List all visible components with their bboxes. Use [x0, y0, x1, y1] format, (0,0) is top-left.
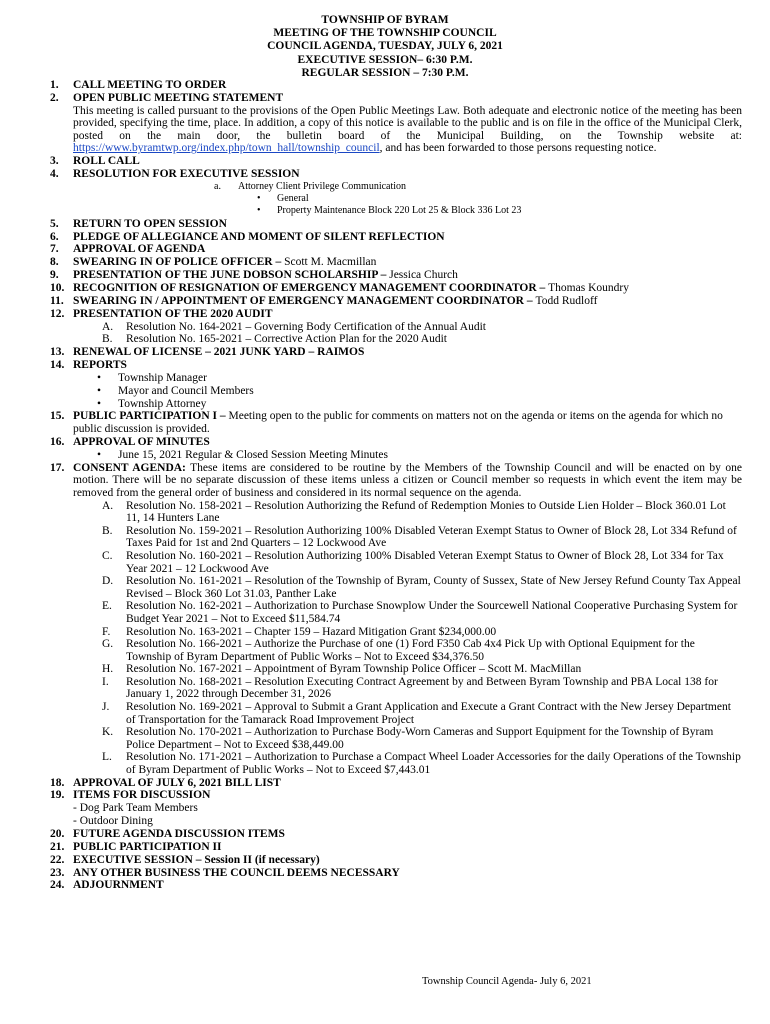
item-title: ROLL CALL [73, 155, 140, 168]
bullet-item: • General [257, 193, 742, 206]
item-title: FUTURE AGENDA DISCUSSION ITEMS [73, 828, 285, 840]
item-number: 13. [50, 346, 65, 359]
item-title: PLEDGE OF ALLEGIANCE AND MOMENT OF SILENT REFLECTION [73, 230, 445, 243]
agenda-item-8 [50, 256, 742, 269]
item-title: APPROVAL OF MINUTES [73, 436, 210, 449]
agenda-item-12 [50, 308, 742, 321]
open-meeting-statement [73, 105, 742, 155]
item-detail: Scott M. Macmillan [284, 256, 377, 269]
consent-agenda-intro [73, 462, 742, 500]
agenda-item-3 [50, 155, 742, 168]
item-title: ANY OTHER BUSINESS THE COUNCIL DEEMS NECESSARY [73, 866, 400, 879]
resolution-item [102, 638, 742, 663]
item-number: 23. [50, 866, 65, 879]
page-header [0, 14, 770, 80]
item-number: 3. [50, 155, 59, 168]
resolution-item [102, 751, 742, 776]
resolution-text: Resolution No. 166-2021 – Authorize the Purchase of one (1) Ford F350 Cab 4x4 Pick Up with Optional Equipment for the Township of Byram Department of Public Works – Not to Exceed $34,376.50 [126, 638, 695, 663]
executive-session-sub [50, 181, 742, 193]
reports-bullets [50, 372, 742, 411]
item-title: PRESENTATION OF THE 2020 AUDIT [73, 307, 273, 320]
agenda-item-17 [50, 462, 742, 500]
item-number: 16. [50, 436, 65, 449]
resolution-item [102, 525, 742, 550]
item-title: PUBLIC PARTICIPATION II [73, 840, 222, 853]
item-number: 6. [50, 230, 59, 243]
agenda-item-13 [50, 346, 742, 359]
bullet-item: • June 15, 2021 Regular & Closed Session Meeting Minutes [97, 449, 742, 462]
item-number: 1. [50, 79, 59, 91]
agenda-item-21 [50, 841, 742, 854]
agenda-item-5 [50, 218, 742, 231]
resolution-item [102, 600, 742, 625]
resolution-label: J. [102, 701, 110, 714]
item-title: ITEMS FOR DISCUSSION [73, 789, 211, 802]
item-title: SWEARING IN OF POLICE OFFICER – [73, 256, 285, 269]
item-number: 7. [50, 243, 59, 256]
discussion-item: - Dog Park Team Members [73, 802, 198, 815]
item-detail: Jessica Church [389, 269, 458, 282]
header-agenda-date: COUNCIL AGENDA, TUESDAY, JULY 6, 2021 [267, 40, 503, 53]
sub-text: Attorney Client Privilege Communication [238, 180, 407, 192]
agenda-item-10 [50, 282, 742, 295]
item-title: PRESENTATION OF THE JUNE DOBSON SCHOLARSHIP – [73, 269, 390, 282]
agenda-item-4 [50, 168, 742, 181]
resolution-text: Resolution No. 160-2021 – Resolution Authorizing 100% Disabled Veteran Exempt Status to Owner of Block 28, Lot 334 for Tax Year 2021 – 12 Lockwood Ave [126, 549, 724, 575]
resolution-label: B. [102, 333, 113, 346]
agenda-item-15 [50, 410, 742, 436]
item-number: 11. [50, 294, 64, 307]
item-number: 12. [50, 307, 65, 320]
statement-text-end: , and has been forwarded to those persons requesting notice. [379, 142, 657, 155]
item-number: 17. [50, 461, 65, 474]
statement-text: This meeting is called pursuant to the provisions of the Open Public Meetings Law. Both adequate and electronic notice of the meeting has been provided, specifying the time, place. In addition, a copy of this notice is available to the public and is on file in the office of the Municipal Clerk, posted on the main door, the bulletin board of the Municipal Building, on the Township website at: [73, 104, 742, 142]
item-title: RESOLUTION FOR EXECUTIVE SESSION [73, 167, 300, 180]
page-footer: Township Council Agenda- July 6, 2021 [422, 976, 592, 987]
item-number: 22. [50, 853, 65, 866]
item-number: 8. [50, 256, 59, 269]
resolution-item [102, 575, 742, 600]
agenda-item-1 [50, 79, 742, 92]
item-number: 10. [50, 281, 65, 294]
resolution-label: G. [102, 638, 114, 651]
resolution-text: Resolution No. 165-2021 – Corrective Action Plan for the 2020 Audit [126, 333, 448, 346]
resolution-text: Resolution No. 162-2021 – Authorization to Purchase Snowplow Under the Sourcewell National Cooperative Purchasing System for Budget Year 2021 – Not to Exceed $11,584.74 [126, 600, 738, 625]
resolution-item [102, 333, 742, 346]
item-number: 5. [50, 217, 59, 230]
item-title: CALL MEETING TO ORDER [73, 79, 227, 91]
resolution-text: Resolution No. 167-2021 – Appointment of Byram Township Police Officer – Scott M. MacMillan [126, 663, 582, 676]
resolution-item [102, 626, 742, 639]
agenda-item-14 [50, 359, 742, 372]
resolution-label: E. [102, 600, 112, 613]
item-title: SWEARING IN / APPOINTMENT OF EMERGENCY MANAGEMENT COORDINATOR – [73, 294, 536, 307]
item-title: PUBLIC PARTICIPATION I – [73, 410, 229, 423]
item-number: 19. [50, 789, 65, 802]
item-detail: Todd Rudloff [535, 294, 598, 307]
resolution-text: Resolution No. 171-2021 – Authorization to Purchase a Compact Wheel Loader Accessories for the daily Operations of the Township of Byram Department of Public Works – Not to Exceed $7,443.01 [126, 751, 741, 777]
item-detail: Thomas Koundry [548, 281, 629, 294]
resolution-text: Resolution No. 168-2021 – Resolution Executing Contract Agreement by and Between Byram Township and PBA Local 138 for January 1, 2022 through December 31, 2026 [126, 675, 718, 701]
item-number: 14. [50, 359, 65, 372]
item-number: 2. [50, 91, 59, 104]
item-title: RETURN TO OPEN SESSION [73, 217, 227, 230]
resolution-text: Resolution No. 159-2021 – Resolution Authorizing 100% Disabled Veteran Exempt Status to Owner of Block 28, Lot 334 Refund of Taxes Paid for 1st and 2nd Quarters – 12 Lockwood Ave [126, 524, 737, 550]
bullet-item: • Township Manager [97, 372, 742, 385]
resolution-item [102, 726, 742, 751]
item-title: REPORTS [73, 359, 127, 372]
item-number: 9. [50, 269, 59, 282]
agenda-item-7 [50, 243, 742, 256]
resolution-text: Resolution No. 170-2021 – Authorization to Purchase Body-Worn Cameras and Support Equipment for the Township of Byram Police Department – Not to Exceed $38,449.00 [126, 726, 714, 751]
consent-resolutions [50, 500, 742, 777]
resolution-item [102, 701, 742, 726]
resolution-text: Resolution No. 169-2021 – Approval to Submit a Grant Application and Execute a Grant Contract with the New Jersey Department of Transportation for the Tamarack Road Improvement Project [126, 701, 731, 726]
resolution-item [102, 550, 742, 575]
agenda-item-6 [50, 231, 742, 244]
item-title: RENEWAL OF LICENSE – 2021 JUNK YARD – RAIMOS [73, 346, 365, 359]
item-number: 20. [50, 828, 65, 840]
resolution-label: D. [102, 575, 114, 588]
agenda-item-11 [50, 295, 742, 308]
item-title: EXECUTIVE SESSION – Session II (if necessary) [73, 853, 320, 866]
agenda-item-9 [50, 269, 742, 282]
resolution-label: L. [102, 751, 112, 764]
bullet-item: • Township Attorney [97, 398, 742, 411]
item-title: APPROVAL OF JULY 6, 2021 BILL LIST [73, 776, 281, 789]
agenda-item-20 [50, 828, 742, 841]
resolution-label: F. [102, 625, 111, 638]
agenda-list [50, 79, 742, 892]
agenda-item-22 [50, 854, 742, 867]
agenda-item-24 [50, 879, 742, 892]
item-title: ADJOURNMENT [73, 879, 164, 892]
resolution-label: A. [102, 499, 114, 512]
item-number: 24. [50, 879, 65, 892]
resolution-label: A. [102, 320, 114, 333]
item-detail: These items are considered to be routine by the Members of the Township Council and will be enacted on by one motion. There will be no separate discussion of these items unless a citizen or Council member so requests in which event the item may be removed from the general order of business and considered in its normal sequence on the agenda. [73, 461, 742, 499]
bullet-item: • Mayor and Council Members [97, 385, 742, 398]
resolution-label: C. [102, 549, 113, 562]
resolution-label: H. [102, 663, 114, 676]
header-meeting: MEETING OF THE TOWNSHIP COUNCIL [273, 27, 497, 40]
resolution-text: Resolution No. 163-2021 – Chapter 159 – Hazard Mitigation Grant $234,000.00 [126, 625, 497, 638]
item-title: OPEN PUBLIC MEETING STATEMENT [73, 91, 284, 104]
resolution-text: Resolution No. 164-2021 – Governing Body Certification of the Annual Audit [126, 320, 486, 333]
minutes-bullets [50, 449, 742, 462]
resolution-text: Resolution No. 161-2021 – Resolution of the Township of Byram, County of Sussex, State of New Jersey Refund County Tax Appeal Revised – Block 360 Lot 31.03, Panther Lake [126, 575, 741, 600]
resolution-item [102, 663, 742, 676]
agenda-item-19 [50, 789, 742, 828]
resolution-label: I. [102, 675, 109, 688]
resolution-item [102, 321, 742, 334]
item-detail: Meeting open to the public for comments on matters not on the agenda or items on the agenda for which no public discussion is provided. [73, 410, 723, 436]
resolution-item [102, 676, 742, 701]
item-number: 15. [50, 410, 65, 423]
discussion-item: - Outdoor Dining [73, 815, 153, 828]
township-website-link[interactable]: https://www.byramtwp.org/index.php/town_hall/township_council [73, 142, 380, 155]
resolution-label: K. [102, 726, 114, 739]
sub-label: a. [214, 180, 221, 192]
item-number: 21. [50, 840, 65, 853]
audit-resolutions [50, 321, 742, 347]
item-title: CONSENT AGENDA: [73, 461, 186, 474]
resolution-label: B. [102, 524, 113, 537]
item-title: APPROVAL OF AGENDA [73, 243, 206, 256]
agenda-item-2 [50, 92, 742, 155]
header-regular-session: REGULAR SESSION – 7:30 P.M. [301, 66, 469, 79]
resolution-item [102, 500, 742, 525]
executive-session-bullets [50, 193, 742, 218]
header-executive-session: EXECUTIVE SESSION– 6:30 P.M. [297, 53, 473, 66]
bullet-item: • Property Maintenance Block 220 Lot 25 & Block 336 Lot 23 [257, 205, 742, 218]
item-title: RECOGNITION OF RESIGNATION OF EMERGENCY MANAGEMENT COORDINATOR – [73, 281, 549, 294]
item-number: 18. [50, 776, 65, 789]
header-township: TOWNSHIP OF BYRAM [321, 14, 449, 26]
agenda-item-23 [50, 867, 742, 880]
item-number: 4. [50, 167, 59, 180]
agenda-item-16 [50, 436, 742, 449]
resolution-text: Resolution No. 158-2021 – Resolution Authorizing the Refund of Redemption Monies to Outside Lien Holder – Block 360.01 Lot 11, 14 Hunters Lane [126, 499, 726, 525]
agenda-item-18 [50, 777, 742, 790]
